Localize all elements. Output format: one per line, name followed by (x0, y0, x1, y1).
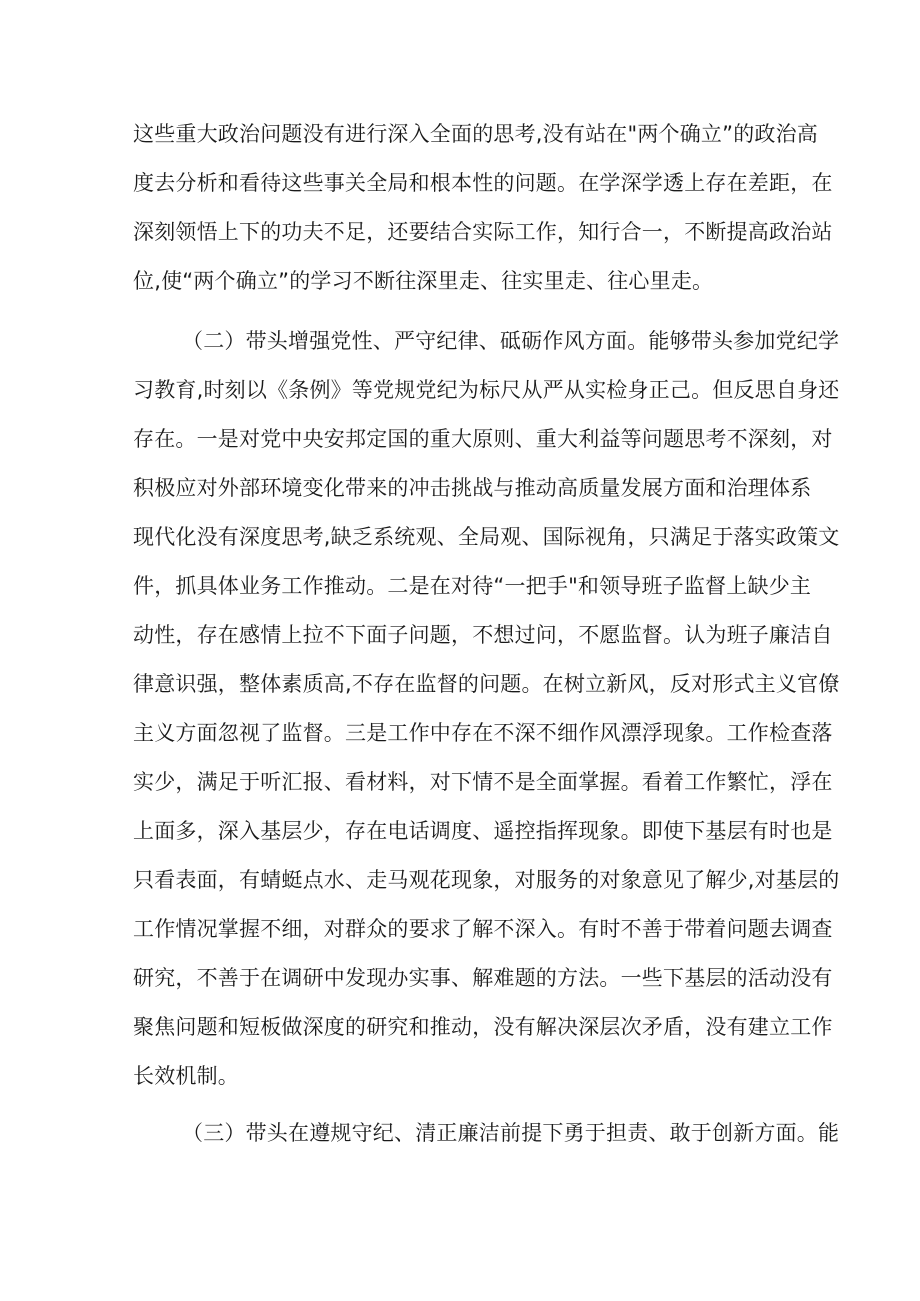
text-line: 实少，满足于听汇报、看材料，对下情不是全面掌握。看着工作繁忙，浮在 (133, 770, 833, 794)
text-line: 研究，不善于在调研中发现办实事、解难题的方法。一些下基层的活动没有 (133, 966, 833, 990)
text-line: 主义方面忽视了监督。三是工作中存在不深不细作风漂浮现象。工作检查落 (133, 721, 833, 745)
text-line: 深刻领悟上下的功夫不足，还要结合实际工作，知行合一，不断提高政治站 (133, 220, 833, 244)
text-line: 动性，存在感情上拉不下面子问题，不想过问，不愿监督。认为班子廉洁自 (133, 623, 833, 647)
text-line: 现代化没有深度思考,缺乏系统观、全局观、国际视角，只满足于落实政策文 (133, 525, 840, 549)
text-line: 存在。一是对党中央安邦定国的重大原则、重大利益等问题思考不深刻，对 (133, 427, 833, 451)
text-line: 度去分析和看待这些事关全局和根本性的问题。在学深学透上存在差距，在 (133, 171, 833, 195)
text-line: 这些重大政治问题没有进行深入全面的思考,没有站在"两个确立”的政治高 (133, 122, 819, 146)
text-line: 律意识强，整体素质高,不存在监督的问题。在树立新风，反对形式主义官僚 (133, 672, 840, 696)
text-line: 件，抓具体业务工作推动。二是在对待“一把手"和领导班子监督上缺少主 (133, 574, 812, 598)
text-line: 习教育,时刻以《条例》等党规党纪为标尺从严从实检身正己。但反思自身还 (133, 378, 840, 402)
text-line: 上面多，深入基层少，存在电话调度、遥控指挥现象。即使下基层有时也是 (133, 819, 833, 843)
text-line: 位,使“两个确立”的学习不断往深里走、往实里走、往心里走。 (133, 269, 714, 293)
text-line: （三）带头在遵规守纪、清正廉洁前提下勇于担责、敢于创新方面。能 (182, 1121, 840, 1145)
text-line: （二）带头增强党性、严守纪律、砥砺作风方面。能够带头参加党纪学 (182, 329, 840, 353)
text-line: 长效机制。 (133, 1064, 239, 1088)
text-line: 工作情况掌握不细，对群众的要求了解不深入。有时不善于带着问题去调查 (133, 917, 833, 941)
text-line: 只看表面，有蜻蜓点水、走马观花现象，对服务的对象意见了解少,对基层的 (133, 868, 840, 892)
text-line: 积极应对外部环境变化带来的冲击挑战与推动高质量发展方面和治理体系 (133, 476, 812, 500)
text-line: 聚焦问题和短板做深度的研究和推动，没有解决深层次矛盾，没有建立工作 (133, 1015, 833, 1039)
